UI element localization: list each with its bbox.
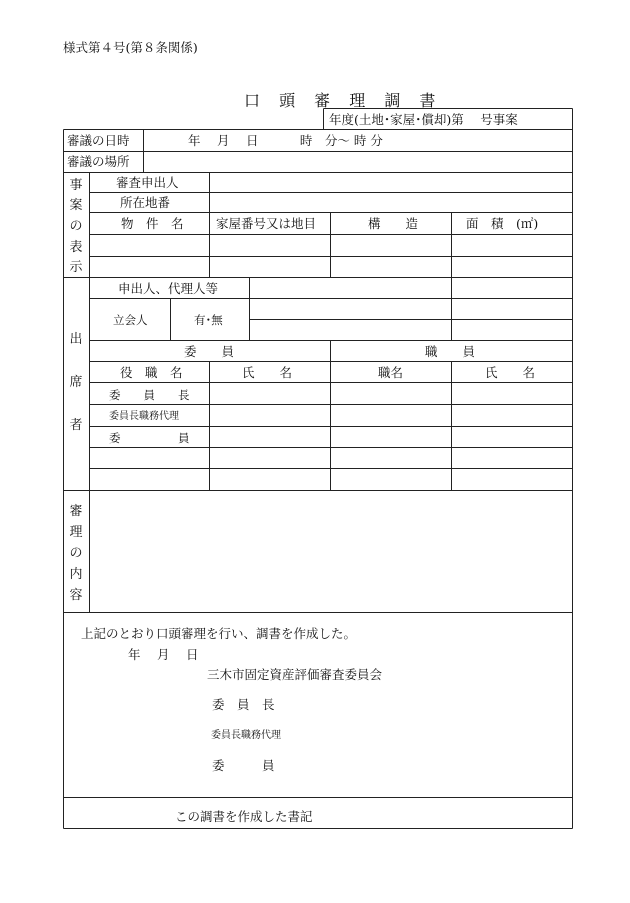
deputy-signature-label: 委員長職務代理 [211,730,281,741]
content-vertical-char: の [69,546,83,561]
area-header: 面 積 (㎡) [466,216,539,231]
staff-header: 職 員 [425,344,476,359]
committee-header: 委 員 [184,344,235,359]
applicant-rep-label: 申出人、代理人等 [118,281,219,296]
committee-name: 三木市固定資産評価審査委員会 [207,667,383,682]
role-deputy: 委員長職務代理 [109,411,179,422]
role-chair: 委 員 長 [109,388,190,402]
property-name-header: 物 件 名 [121,216,184,231]
member-signature-label: 委 員 [212,758,275,773]
closing-date: 年 月 日 [128,647,199,662]
staff-title-header: 職名 [378,365,404,380]
location-label: 所在地番 [120,195,171,210]
hearing-place-label: 審議の場所 [67,154,130,169]
hearing-date-label: 審議の日時 [67,133,130,148]
content-vertical-char: 内 [69,567,83,582]
witness-value: 有･無 [194,313,223,327]
case-vertical-char: 示 [69,260,83,275]
house-number-header: 家屋番号又は地目 [216,216,317,231]
form-number: 様式第４号(第８条関係) [63,40,198,55]
attendees-vertical-char: 席 [69,375,83,390]
case-vertical-char: 表 [69,240,83,255]
case-vertical-char: 事 [69,178,83,193]
hearing-date-value: 年 月 日 時 分〜 時 分 [188,133,383,148]
structure-header: 構 造 [368,216,419,231]
chair-signature-label: 委 員 長 [212,697,275,712]
content-vertical-char: 容 [69,588,83,603]
staff-name-header: 氏 名 [485,365,536,380]
content-vertical-char: 審 [69,504,83,519]
attendees-vertical-char: 出 [69,332,83,347]
content-vertical-char: 理 [69,525,83,540]
case-vertical-char: 案 [69,198,83,213]
attendees-vertical-char: 者 [69,418,83,433]
applicant-label: 審査申出人 [116,175,179,190]
committee-name-header: 氏 名 [242,365,293,380]
case-vertical-char: の [69,219,83,234]
role-header: 役 職 名 [120,365,183,380]
role-member: 委 員 [109,431,190,445]
recorder-label: この調書を作成した書記 [175,809,313,824]
witness-label: 立会人 [113,313,148,327]
closing-statement: 上記のとおり口頭審理を行い、調書を作成した。 [81,626,357,641]
case-number-label: 年度(土地･家屋･償却)第 号事案 [329,112,518,127]
document-title: 口 頭 審 理 調 書 [244,91,443,110]
